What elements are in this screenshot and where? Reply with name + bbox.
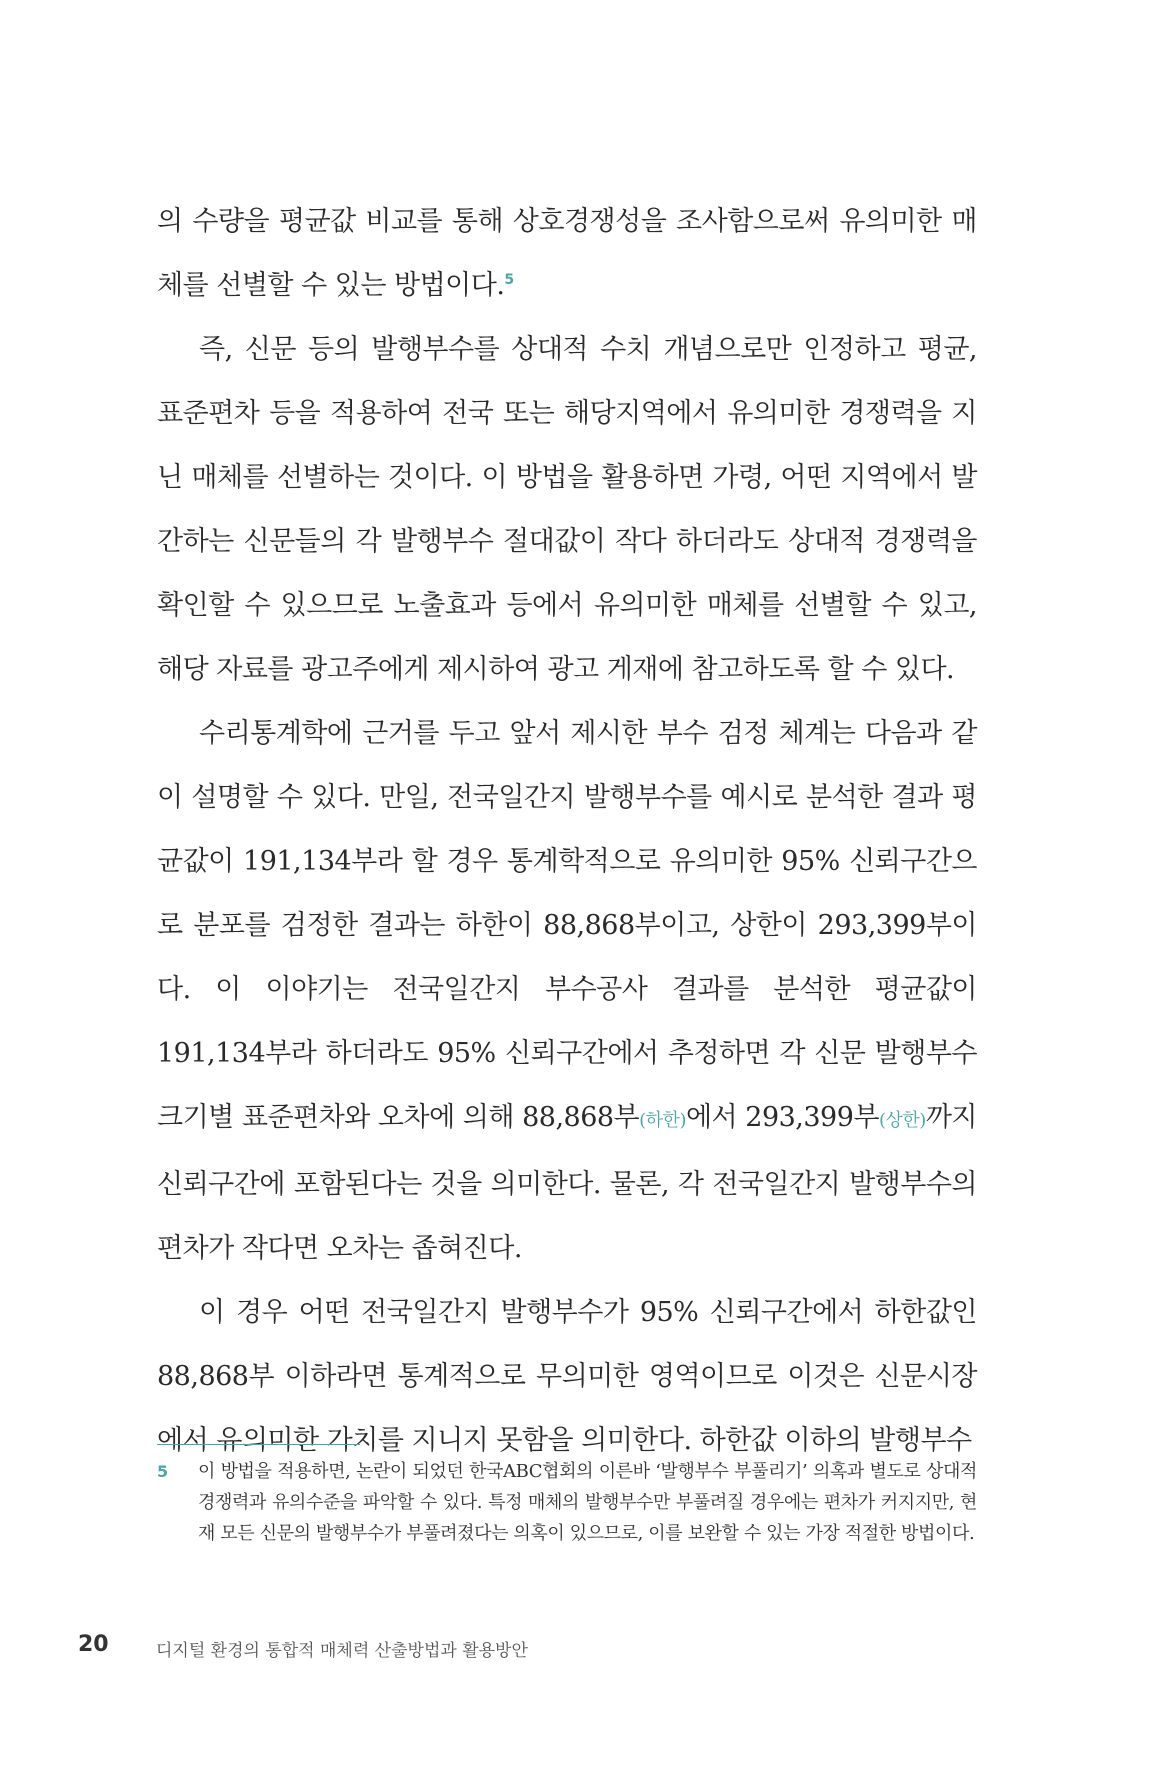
body-text (157, 190, 977, 1473)
footnote (157, 1456, 977, 1549)
paragraph-1 (157, 190, 977, 318)
gloss-upper-bound: (상한) (879, 1110, 926, 1131)
paragraph-3-part-b: 에서 293,399부 (685, 1102, 879, 1133)
paragraph-1-text: 의 수량을 평균값 비교를 통해 상호경쟁성을 조사함으로써 유의미한 매체를 선별할 수 있는 방법이다. (157, 206, 977, 301)
paragraph-3 (157, 702, 977, 1281)
paragraph-3-part-a: 수리통계학에 근거를 두고 앞서 제시한 부수 검정 체계는 다음과 같이 설명할 수 있다. 만일, 전국일간지 발행부수를 예시로 분석한 결과 평균값이 191,134부라 할 경우 통계학적으로 유의미한 95% 신뢰구간으로 분포를 검정한 결과는 하한이 88,868부이고, 상한이 293,399부이다. 이 이야기는 전국일간지 부수공사 결과를 분석한 평균값이 191,134부라 하더라도 95% 신뢰구간에서 추정하면 각 신문 발행부수 크기별 표준편차와 오차에 의해 88,868부 (157, 718, 977, 1133)
paragraph-3-part-c: 까지 신뢰구간에 포함된다는 것을 의미한다. 물론, 각 전국일간지 발행부수의 편차가 작다면 오차는 좁혀진다. (157, 1102, 977, 1264)
paragraph-2: 즉, 신문 등의 발행부수를 상대적 수치 개념으로만 인정하고 평균, 표준편차 등을 적용하여 전국 또는 해당지역에서 유의미한 경쟁력을 지닌 매체를 선별하는 것이다. 이 방법을 활용하면 가령, 어떤 지역에서 발간하는 신문들의 각 발행부수 절대값이 작다 하더라도 상대적 경쟁력을 확인할 수 있으므로 노출효과 등에서 유의미한 매체를 선별할 수 있고, 해당 자료를 광고주에게 제시하여 광고 게재에 참고하도록 할 수 있다. (157, 334, 977, 685)
running-title: 디지털 환경의 통합적 매체력 산출방법과 활용방안 (156, 1641, 528, 1661)
footnote-text: 이 방법을 적용하면, 논란이 되었던 한국ABC협회의 이른바 ‘발행부수 부풀리기’ 의혹과 별도로 상대적 경쟁력과 유의수준을 파악할 수 있다. 특정 매체의 발행부수만 부풀려질 경우에는 편차가 커지지만, 현재 모든 신문의 발행부수가 부풀려졌다는 의혹이 있으므로, 이를 보완할 수 있는 가장 적절한 방법이다. (198, 1461, 977, 1544)
gloss-lower-bound: (하한) (639, 1110, 686, 1131)
footnote-reference[interactable]: 5 (504, 272, 514, 288)
footnote-divider (157, 1444, 360, 1445)
paragraph-4: 이 경우 어떤 전국일간지 발행부수가 95% 신뢰구간에서 하한값인 88,868부 이하라면 통계적으로 무의미한 영역이므로 이것은 신문시장에서 유의미한 가치를 지니지 못함을 의미한다. 하한값 이하의 발행부수 (157, 1297, 977, 1456)
page-number: 20 (78, 1632, 109, 1657)
footnote-number: 5 (157, 1462, 169, 1481)
